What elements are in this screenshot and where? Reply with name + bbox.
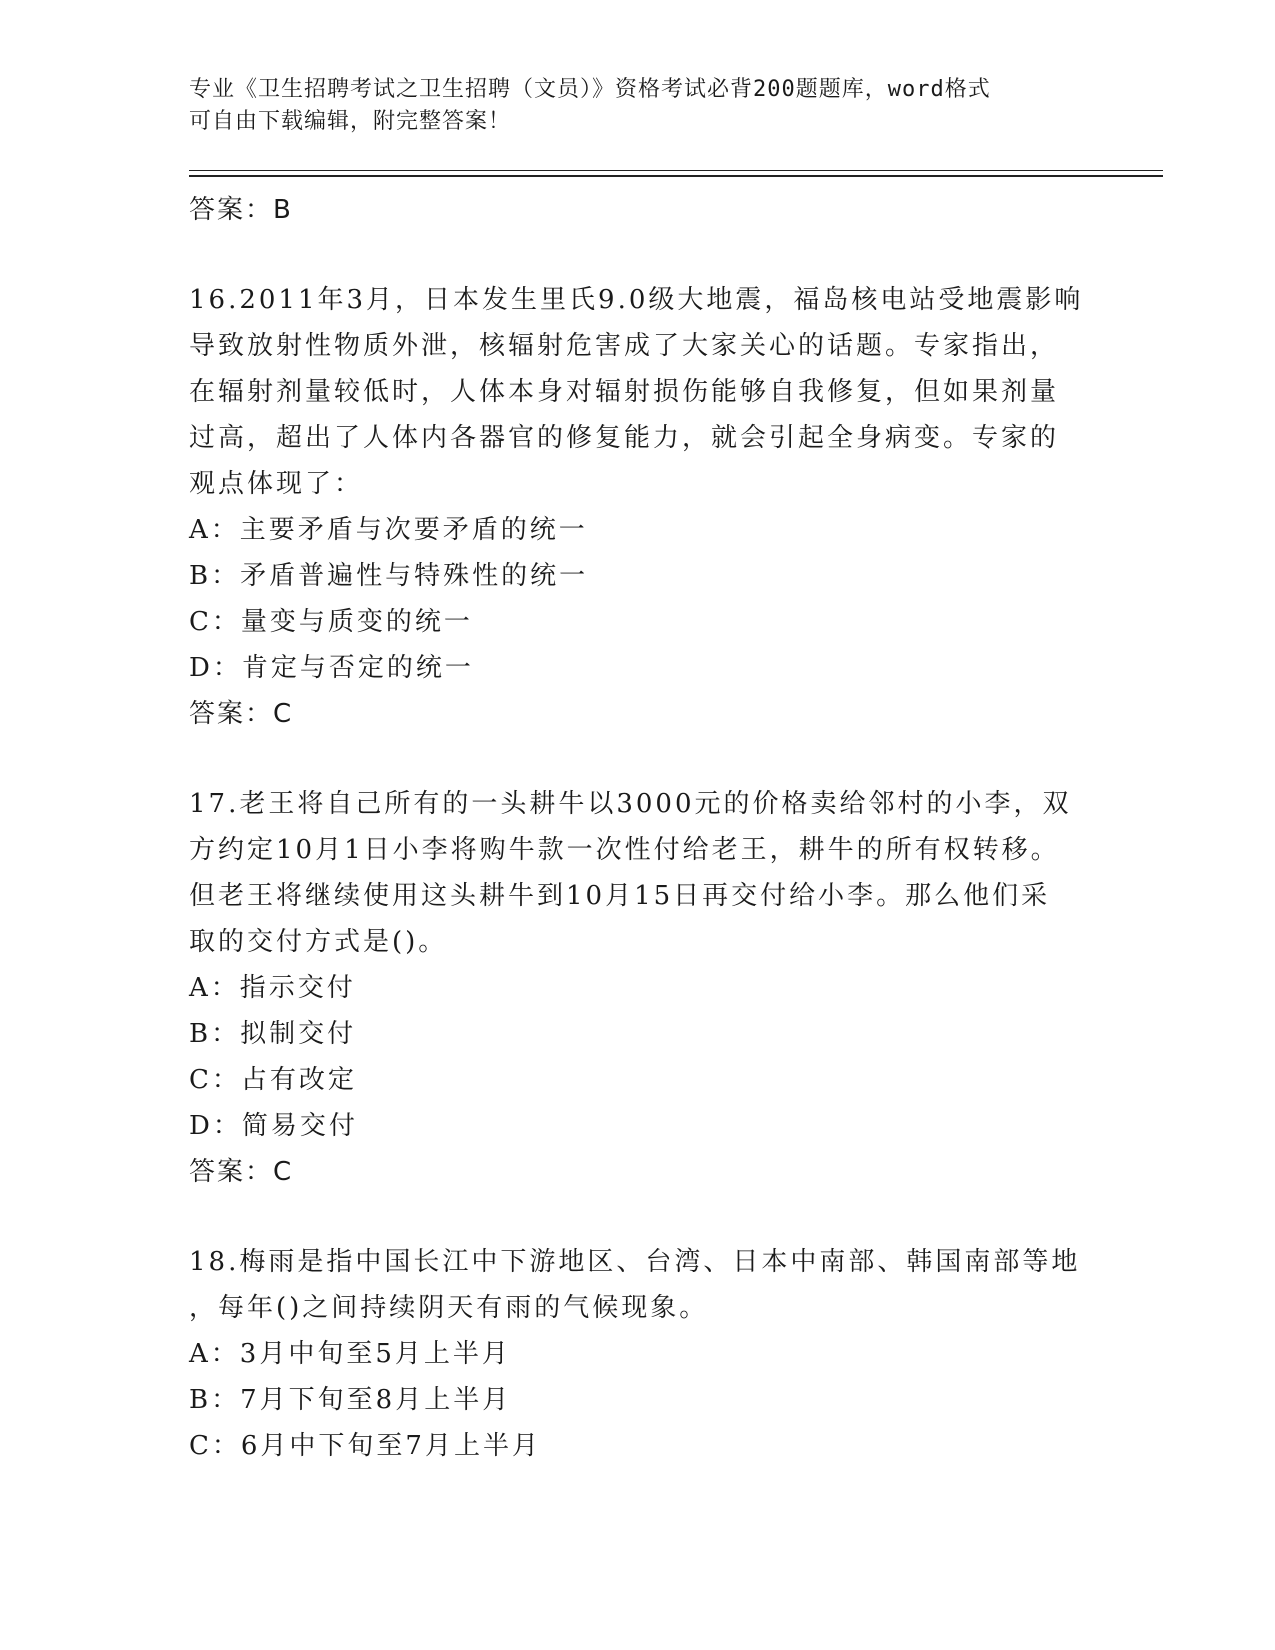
option-a: A：主要矛盾与次要矛盾的统一 — [189, 515, 588, 545]
question-text-line: 但老王将继续使用这头耕牛到10月15日再交付给小李。那么他们采 — [189, 881, 1051, 911]
question-text-line: 观点体现了： — [189, 469, 364, 499]
question-text-line: 17.老王将自己所有的一头耕牛以3000元的价格卖给邻村的小李，双 — [189, 789, 1072, 819]
document-body — [189, 187, 1089, 1469]
question-text-line: 导致放射性物质外泄，核辐射危害成了大家关心的话题。专家指出， — [189, 331, 1060, 361]
question-text-line: ，每年()之间持续阴天有雨的气候现象。 — [189, 1293, 709, 1323]
answer-17: 答案：C — [189, 1157, 294, 1187]
option-c: C：量变与质变的统一 — [189, 607, 473, 637]
question-17 — [189, 781, 1089, 1195]
option-b: B：矛盾普遍性与特殊性的统一 — [189, 561, 589, 591]
question-text-line: 方约定10月1日小李将购牛款一次性付给老王，耕牛的所有权转移。 — [189, 835, 1060, 865]
header-line-1: 专业《卫生招聘考试之卫生招聘（文员）》资格考试必背200题题库，word格式 — [189, 77, 991, 102]
question-text-line: 16.2011年3月，日本发生里氏9.0级大地震，福岛核电站受地震影响 — [189, 285, 1084, 315]
option-c: C：占有改定 — [189, 1065, 357, 1095]
question-text-line: 取的交付方式是()。 — [189, 927, 448, 957]
option-c: C：6月中下旬至7月上半月 — [189, 1431, 541, 1461]
question-text-line: 过高，超出了人体内各器官的修复能力，就会引起全身病变。专家的 — [189, 423, 1060, 453]
page-header — [189, 74, 1089, 138]
question-16 — [189, 277, 1089, 737]
question-text-line: 在辐射剂量较低时，人体本身对辐射损伤能够自我修复，但如果剂量 — [189, 377, 1060, 407]
answer-prev: 答案：B — [189, 195, 293, 225]
header-divider-thin — [189, 170, 1163, 171]
answer-16: 答案：C — [189, 699, 294, 729]
option-a: A：3月中旬至5月上半月 — [189, 1339, 511, 1369]
header-divider-thick — [189, 175, 1163, 177]
header-line-2: 可自由下载编辑，附完整答案！ — [189, 109, 512, 134]
option-b: B：拟制交付 — [189, 1019, 357, 1049]
option-b: B：7月下旬至8月上半月 — [189, 1385, 512, 1415]
question-18 — [189, 1239, 1089, 1469]
question-text-line: 18.梅雨是指中国长江中下游地区、台湾、日本中南部、韩国南部等地 — [189, 1247, 1081, 1277]
option-d: D：简易交付 — [189, 1111, 358, 1141]
option-d: D：肯定与否定的统一 — [189, 653, 474, 683]
option-a: A：指示交付 — [189, 973, 356, 1003]
